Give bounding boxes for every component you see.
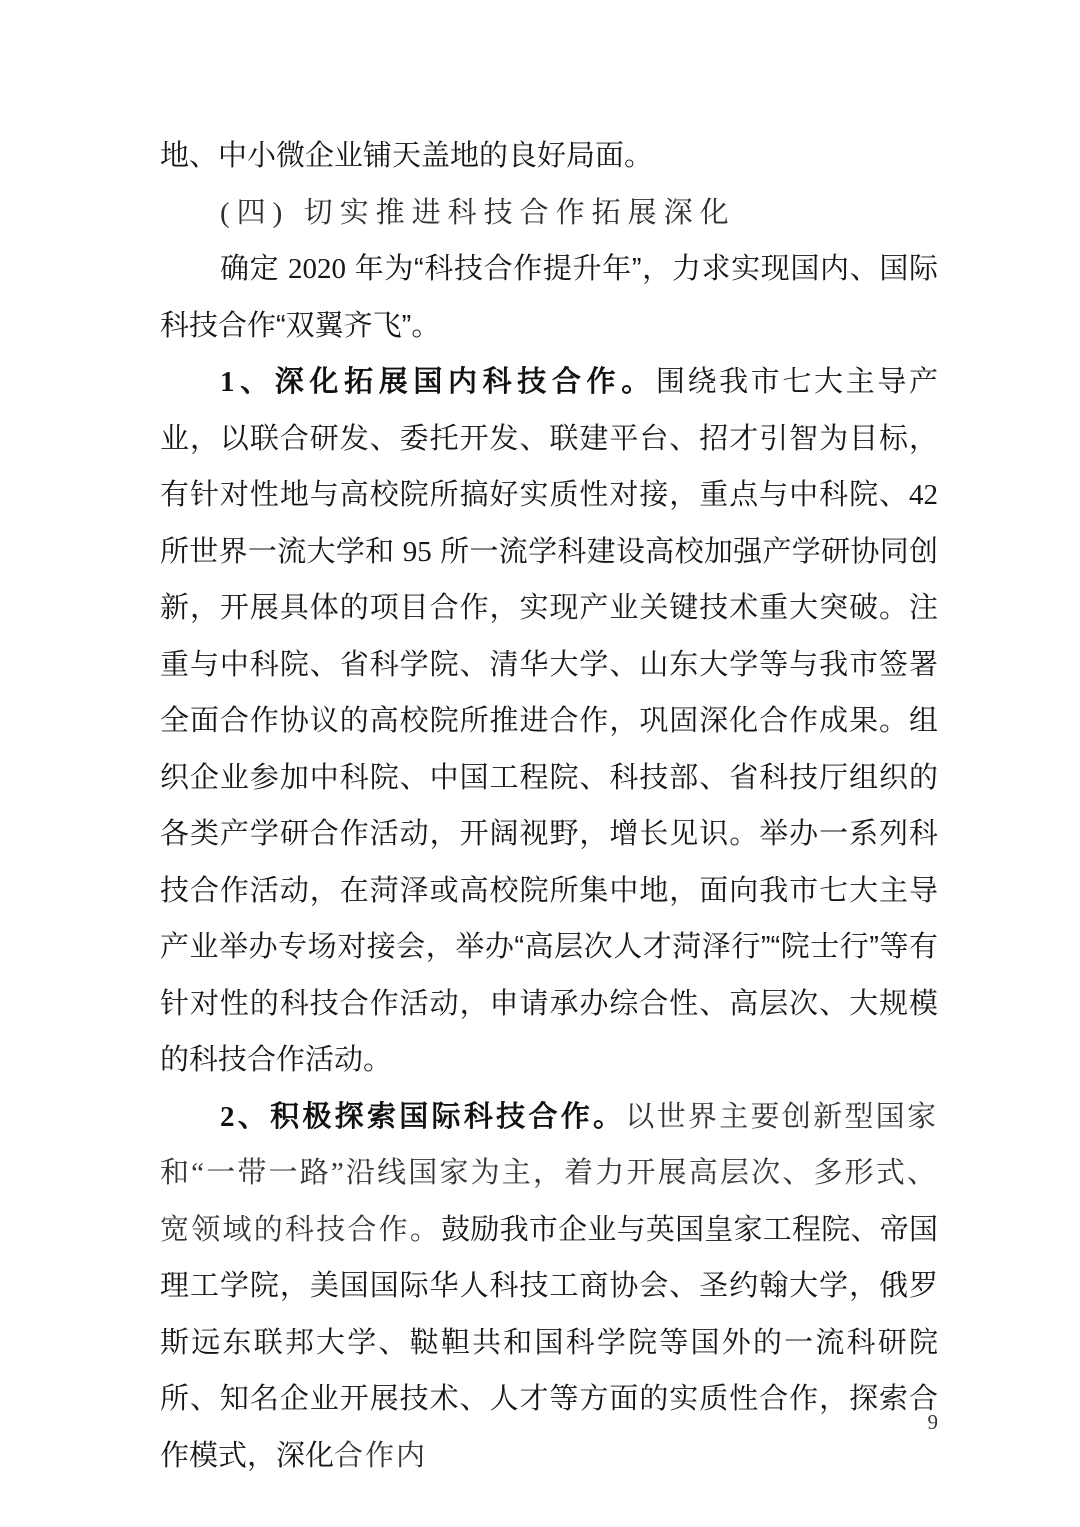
text-run-kai-bold: 2、积极探索国际科技合作。 xyxy=(220,1100,626,1133)
text-run-body: 所世界一流大学和 xyxy=(160,535,403,568)
text-run-kai: 合作内 xyxy=(334,1439,428,1472)
text-run-kai-bold: 1、深化拓展国内科技合作。 xyxy=(220,366,656,398)
document-body xyxy=(160,128,938,1484)
paragraph xyxy=(160,128,938,185)
text-run-body: 鼓励我市企业与英国皇家工程院、帝国理工学院，美国国际华人科技工商协会、圣约翰大学，俄罗斯远东联邦大学、鞑靼共和国科学院等国外的一流科研院所、知名企业开展技术、人才等方面的实质性合作，探索合作模式，深化 xyxy=(160,1213,938,1472)
text-run-body: 年为“科技合作提升年”，力求实现国内、国际科技合作“双翼齐飞”。 xyxy=(160,253,939,342)
text-run-kai: 以世界主要创新型国家和“一带一路”沿线国家为主，着力开展高层次、多形式、宽领域的科技合作。 xyxy=(160,1100,938,1246)
page-number: 9 xyxy=(927,1410,938,1434)
text-run-num: 95 xyxy=(402,535,432,568)
text-run-body: 围绕我市七大主导产业，以联合研发、委托开发、联建平台、招才引智为目标，有针对性地与高校院所搞好实质性对接，重点与中科院、 xyxy=(160,366,938,511)
text-run-body: 确定 xyxy=(220,253,289,285)
paragraph xyxy=(160,1089,938,1485)
text-run-body: 所一流学科建设高校加强产学研协同创新，开展具体的项目合作，实现产业关键技术重大突破。注重与中科院、省科学院、清华大学、山东大学等与我市签署全面合作协议的高校院所推进合作，巩固深化合作成果。组织企业参加中科院、中国工程院、科技部、省科技厅组织的各类产学研合作活动，开阔视野，增长见识。举办一系列科技合作活动，在菏泽或高校院所集中地，面向我市七大主导产业举办专场对接会，举办“高层次人才菏泽行”“院士行”等有针对性的科技合作活动，申请承办综合性、高层次、大规模的科技合作活动。 xyxy=(160,535,939,1076)
text-run-body: 地、中小微企业铺天盖地的良好局面。 xyxy=(160,140,654,172)
text-run-num: 42 xyxy=(909,479,938,511)
paragraph xyxy=(160,354,938,1089)
text-run-kai-heading: (四) 切实推进科技合作拓展深化 xyxy=(220,196,736,229)
paragraph xyxy=(160,241,938,354)
text-run-num: 2020 xyxy=(288,253,347,285)
paragraph xyxy=(160,185,938,242)
